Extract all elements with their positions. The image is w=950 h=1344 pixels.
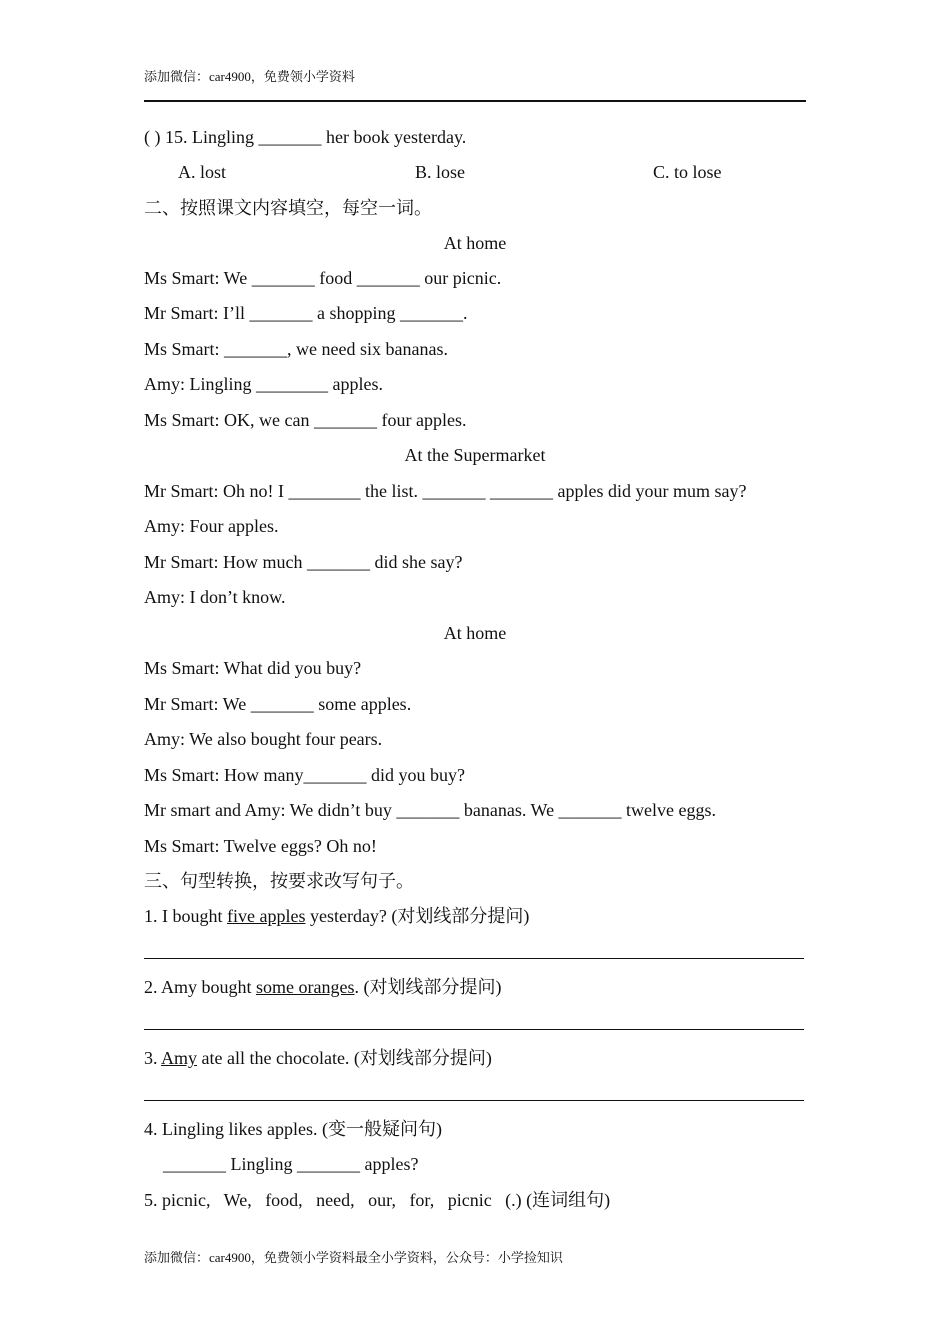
dialogue-line: Mr Smart: Oh no! I ________ the list. _______ _______ apples did your mum say? [144,481,747,501]
header-divider [144,100,806,102]
dialogue-line: Ms Smart: _______, we need six bananas. [144,339,448,359]
answer-line-1 [144,958,804,959]
dialogue-line: Amy: I don’t know. [144,587,286,607]
q3-text-after: ate all the chocolate. (对划线部分提问) [197,1048,492,1068]
dialogue-line: Mr Smart: I’ll _______ a shopping _______. [144,303,468,323]
answer-line-3 [144,1100,804,1101]
dialogue-line: Mr Smart: How much _______ did she say? [144,552,463,572]
q15-option-c: C. to lose [653,162,722,182]
answer-line-2 [144,1029,804,1030]
dialogue-line: Amy: Four apples. [144,516,279,536]
dialogue-line: Ms Smart: OK, we can _______ four apples. [144,410,467,430]
dialogue-line: Mr smart and Amy: We didn’t buy _______ bananas. We _______ twelve eggs. [144,800,717,820]
dialogue-line: Ms Smart: We _______ food _______ our picnic. [144,268,502,288]
dialogue-line: Amy: We also bought four pears. [144,729,383,749]
rewrite-question-2 [144,976,502,998]
dialogue-line: Mr Smart: We _______ some apples. [144,694,412,714]
scene-heading-at-home-1: At home [443,233,507,253]
q3-underlined: Amy [161,1048,198,1068]
q3-text-before: 3. [144,1048,162,1068]
q2-underlined: some oranges [256,977,355,997]
q1-text-before: 1. I bought [144,906,227,926]
dialogue-line: Amy: Lingling ________ apples. [144,374,383,394]
q15-option-b: B. lose [415,162,466,182]
scene-heading-at-home-2: At home [443,623,507,643]
scene-heading-supermarket: At the Supermarket [404,445,546,465]
rewrite-question-4: 4. Lingling likes apples. (变一般疑问句) [144,1119,442,1139]
dialogue-line: Ms Smart: What did you buy? [144,658,362,678]
q2-text-before: 2. Amy bought [144,977,257,997]
page-footer-note: 添加微信：car4900，免费领小学资料最全小学资料，公众号：小学捡知识 [144,1250,563,1265]
page-header-note: 添加微信：car4900，免费领小学资料 [144,69,355,84]
q1-underlined: five apples [227,906,306,926]
q2-text-after: . (对划线部分提问) [354,977,502,997]
q15-stem: ( ) 15. Lingling _______ her book yesterday. [144,127,467,147]
rewrite-question-1 [144,905,529,927]
section3-title: 三、句型转换，按要求改写句子。 [144,871,414,891]
q1-text-after: yesterday? (对划线部分提问) [305,906,530,926]
rewrite-question-3 [144,1047,492,1069]
section2-title: 二、按照课文内容填空，每空一词。 [144,198,432,218]
rewrite-question-5: 5. picnic, We, food, need, our, for, picnic (.) (连词组句) [144,1190,611,1210]
dialogue-line: Ms Smart: How many_______ did you buy? [144,765,465,785]
q4-answer-template: _______ Lingling _______ apples? [163,1154,419,1174]
dialogue-line: Ms Smart: Twelve eggs? Oh no! [144,836,377,856]
q15-option-a: A. lost [178,162,227,182]
